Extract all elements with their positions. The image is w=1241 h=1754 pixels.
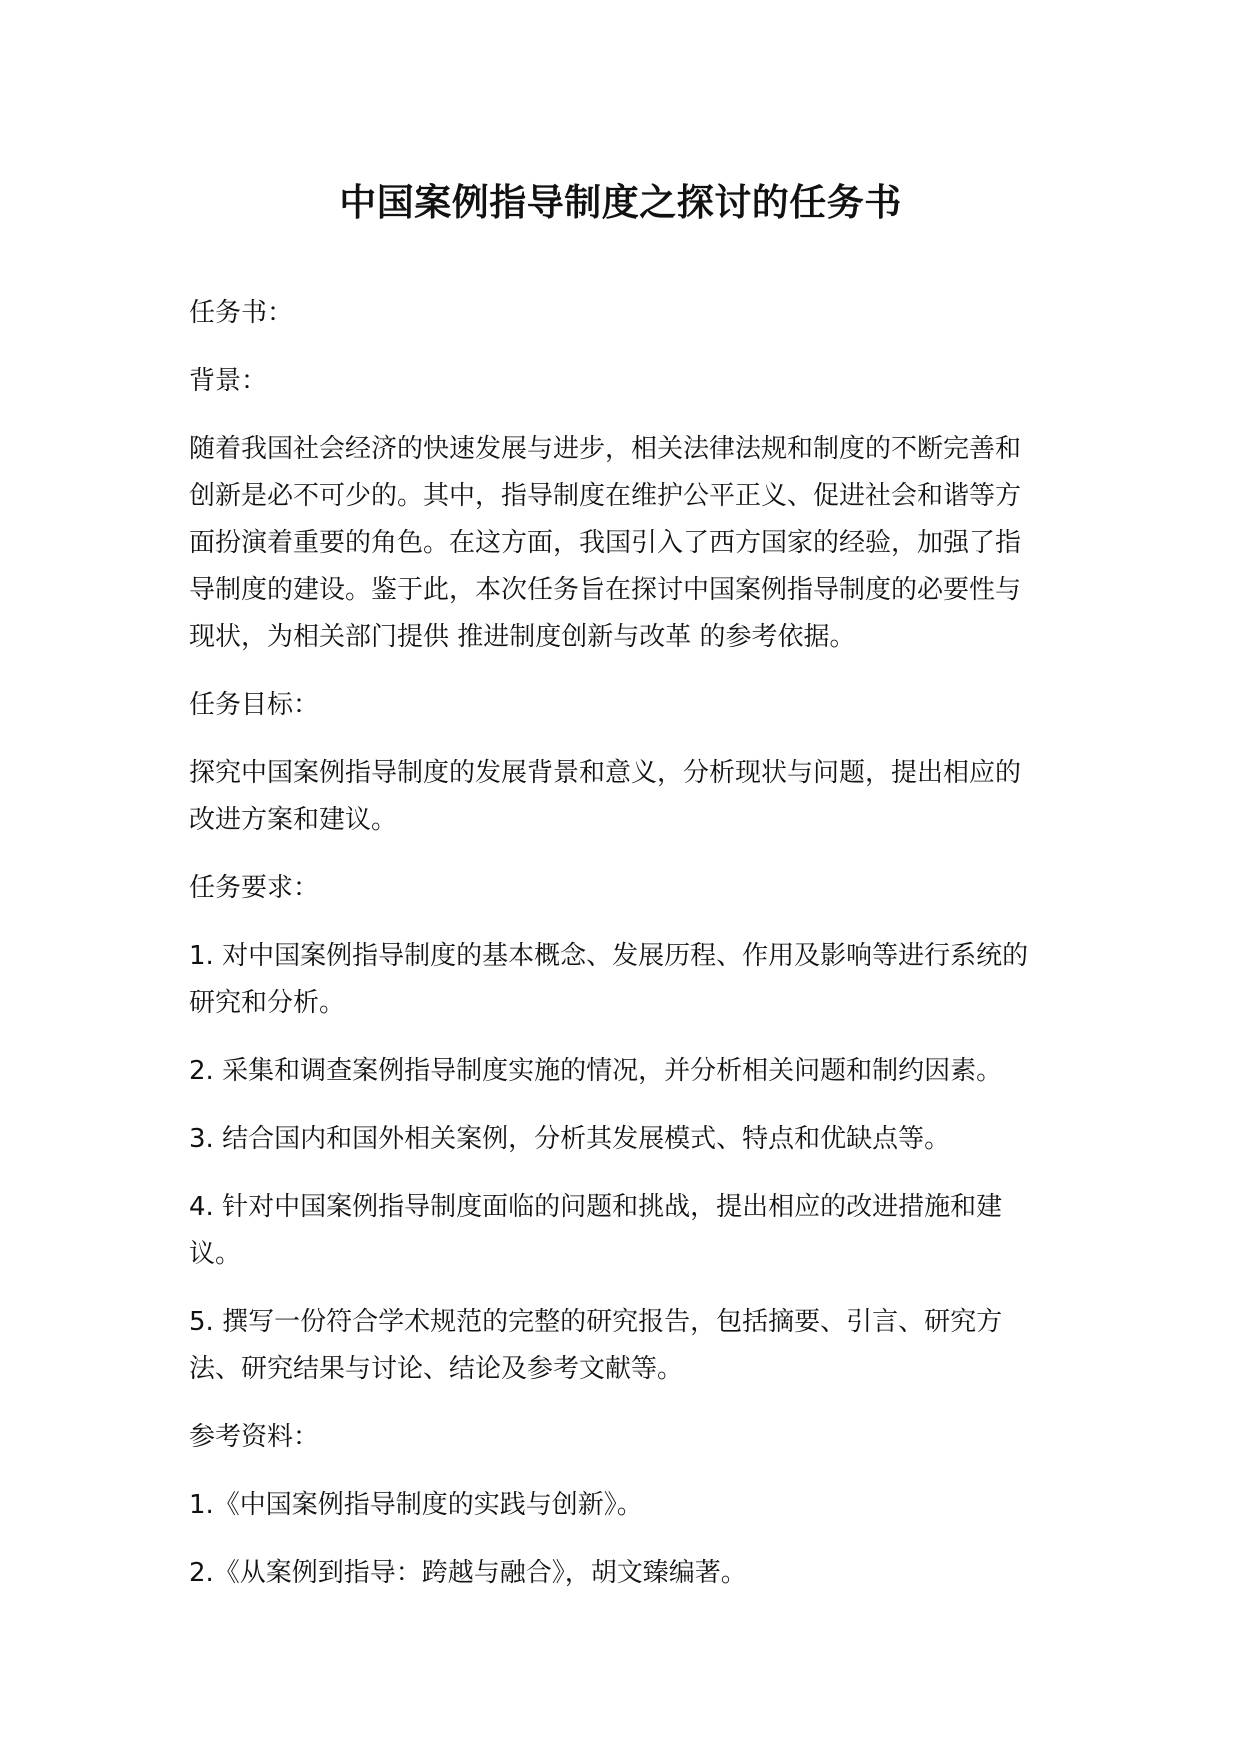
goal-paragraph: 探究中国案例指导制度的发展背景和意义，分析现状与问题，提出相应的改进方案和建议。: [189, 758, 1022, 835]
reference-item: 2.《从案例到指导：跨越与融合》，胡文臻编著。: [189, 1558, 747, 1588]
requirement-item: 1. 对中国案例指导制度的基本概念、发展历程、作用及影响等进行系统的研究和分析。: [189, 941, 1029, 1018]
heading-references: 参考资料：: [189, 1422, 320, 1452]
requirement-item: 2. 采集和调查案例指导制度实施的情况，并分析相关问题和制约因素。: [189, 1056, 1003, 1086]
requirement-item: 3. 结合国内和国外相关案例，分析其发展模式、特点和优缺点等。: [189, 1124, 951, 1154]
heading-taskbook: 任务书：: [189, 298, 294, 328]
reference-item: 1.《中国案例指导制度的实践与创新》。: [189, 1490, 643, 1520]
document-title: 中国案例指导制度之探讨的任务书: [339, 181, 902, 224]
heading-background: 背景：: [189, 366, 268, 396]
heading-requirements: 任务要求：: [189, 873, 320, 903]
background-paragraph: 随着我国社会经济的快速发展与进步，相关法律法规和制度的不断完善和创新是必不可少的。其中，指导制度在维护公平正义、促进社会和谐等方面扮演着重要的角色。在这方面，我国引入了西方国家的经验，加强了指导制度的建设。鉴于此，本次任务旨在探讨中国案例指导制度的必要性与现状，为相关部门提供 推进制度创新与改革 的参考依据。: [189, 434, 1022, 652]
requirement-item: 4. 针对中国案例指导制度面临的问题和挑战，提出相应的改进措施和建议。: [189, 1192, 1003, 1269]
document-body: [189, 290, 1039, 1618]
heading-goal: 任务目标：: [189, 690, 320, 720]
requirement-item: 5. 撰写一份符合学术规范的完整的研究报告，包括摘要、引言、研究方法、研究结果与讨论、结论及参考文献等。: [189, 1307, 1003, 1384]
